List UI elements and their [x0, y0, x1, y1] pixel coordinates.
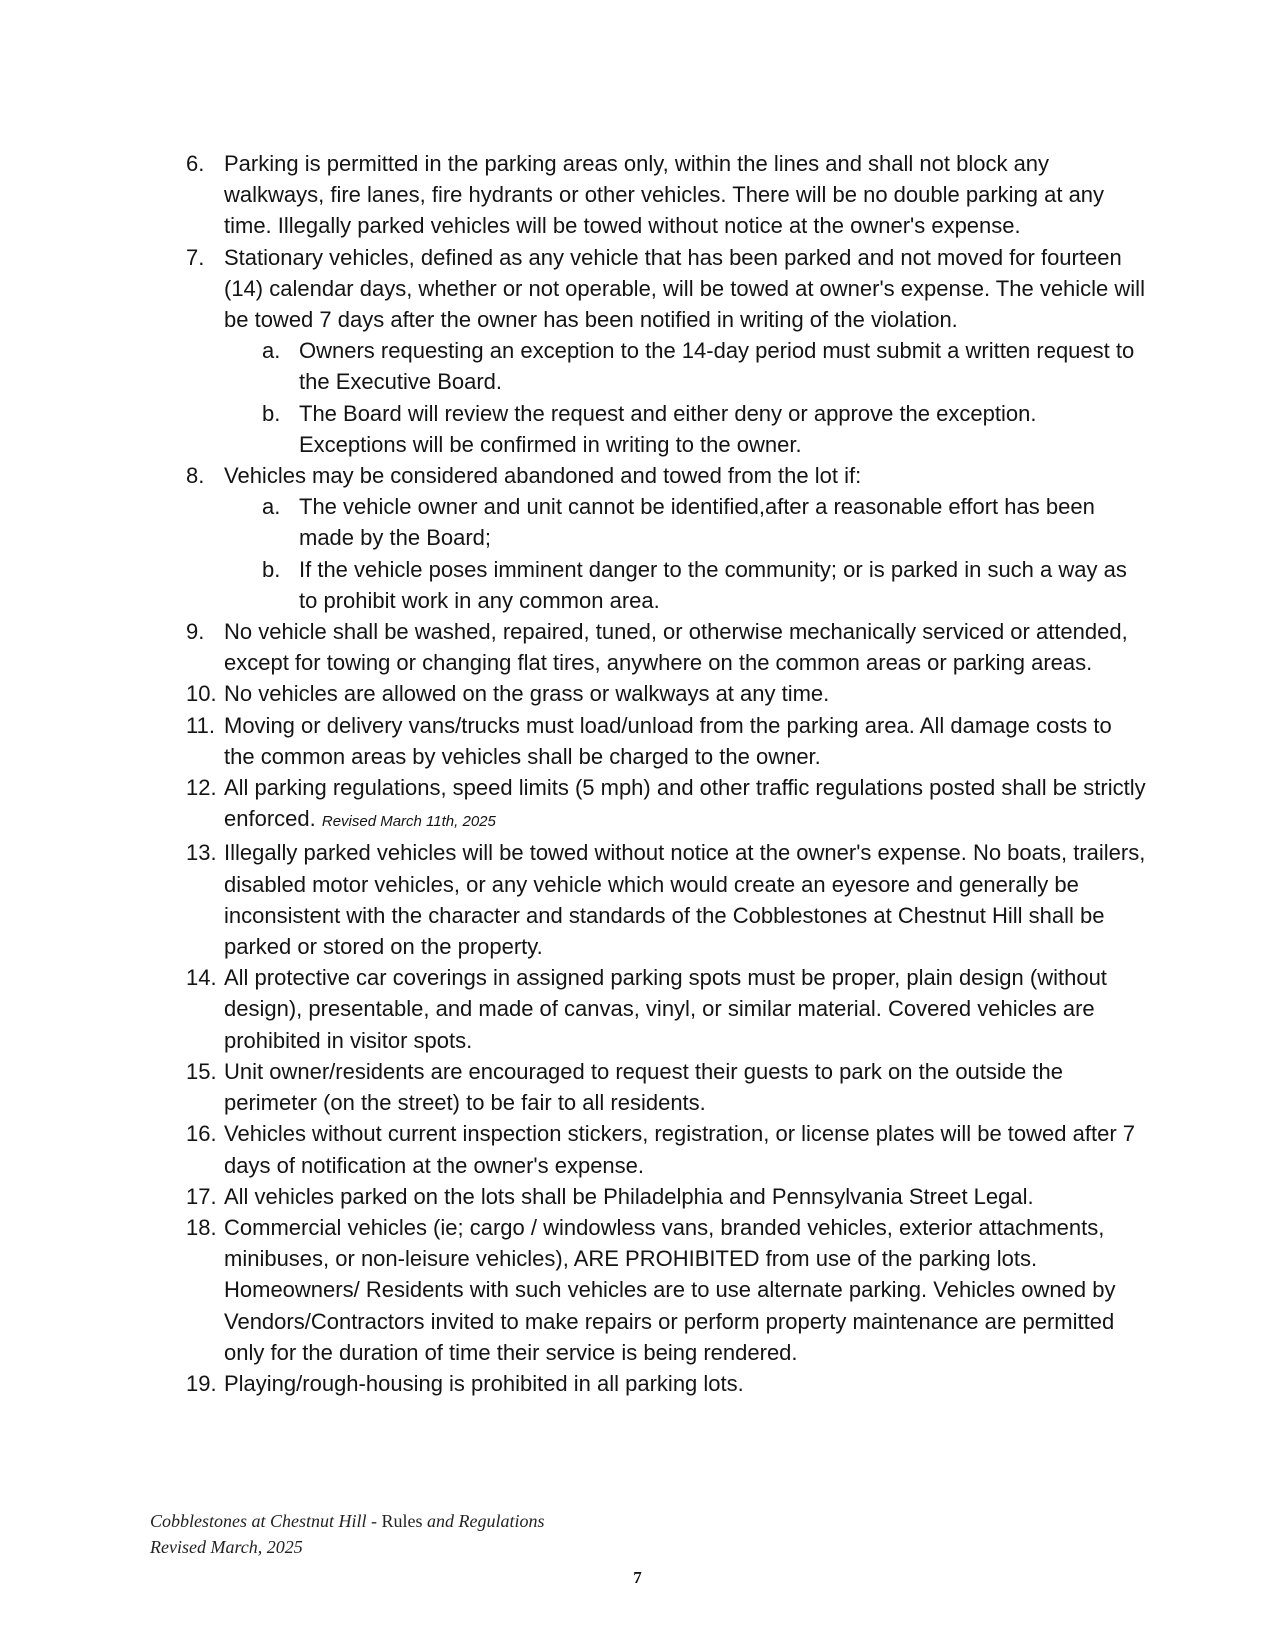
revision-note: Revised March 11th, 2025 — [321, 813, 496, 831]
rule-text-wrapper — [224, 772, 1146, 837]
rule-item — [186, 242, 1146, 336]
rule-item — [186, 678, 1146, 709]
rule-number: 9. — [186, 619, 205, 645]
footer-doc-word: Rules — [381, 1511, 423, 1531]
footer-community-name: Cobblestones at Chestnut Hill — [150, 1511, 367, 1531]
rule-text: Vehicles without current inspection stickers, registration, or license plates will be towed after 7 days of notification at the owner's expense. — [224, 1121, 1135, 1178]
sub-rule-text: The Board will review the request and either deny or approve the exception. Exceptions will be confirmed in writing to the owner. — [299, 400, 1037, 457]
sub-rule-item — [262, 335, 1146, 397]
rule-number: 12. — [186, 775, 217, 801]
rule-item — [186, 1212, 1146, 1368]
sub-rule-item — [262, 491, 1146, 553]
page-footer — [150, 1508, 545, 1560]
page-number: 7 — [633, 1568, 642, 1587]
rule-item — [186, 460, 1146, 491]
rule-item — [186, 837, 1146, 962]
rule-text: Commercial vehicles (ie; cargo / windowless vans, branded vehicles, exterior attachments, minibuses, or non-leisure vehicles), ARE PROHIBITED from use of the parking lots. Homeowners/ Residents with such vehicles are to use alternate parking. Vehicles owned by Vendors/Contractors invited to make repairs or perform property maintenance are permitted only for the duration of time their service is being rendered. — [224, 1214, 1116, 1365]
rule-number: 15. — [186, 1058, 217, 1084]
rule-number: 16. — [186, 1121, 217, 1147]
rule-number: 13. — [186, 840, 217, 866]
rule-text: All vehicles parked on the lots shall be Philadelphia and Pennsylvania Street Legal. — [224, 1183, 1034, 1209]
rule-text: Stationary vehicles, defined as any vehicle that has been parked and not moved for fourteen (14) calendar days, whether or not operable, will be towed at owner's expense. The vehicle will be towed 7 days after the owner has been notified in writing of the violation. — [224, 244, 1145, 333]
rule-text: All protective car coverings in assigned parking spots must be proper, plain design (without design), presentable, and made of canvas, vinyl, or similar material. Covered vehicles are prohibited in visitor spots. — [224, 965, 1107, 1053]
rule-item — [186, 1181, 1146, 1212]
rule-text: Playing/rough-housing is prohibited in all parking lots. — [224, 1370, 744, 1396]
rule-text: Vehicles may be considered abandoned and towed from the lot if: — [224, 463, 862, 489]
rule-text: No vehicle shall be washed, repaired, tuned, or otherwise mechanically serviced or attended, except for towing or changing flat tires, anywhere on the common areas or parking areas. — [224, 619, 1128, 676]
rule-number: 19. — [186, 1370, 217, 1396]
rule-number: 7. — [186, 244, 205, 270]
rule-text: All parking regulations, speed limits (5 mph) and other traffic regulations posted shall be strictly enforced. — [224, 775, 1146, 832]
rule-item — [186, 710, 1146, 772]
rule-item — [186, 1118, 1146, 1180]
footer-revised-text: Revised March, 2025 — [150, 1537, 303, 1557]
footer-title-line — [150, 1508, 545, 1534]
rule-item — [186, 1056, 1146, 1118]
rule-number: 18. — [186, 1214, 217, 1240]
sub-rule-item — [262, 398, 1146, 460]
sub-rule-letter: a. — [262, 338, 281, 364]
footer-doc-title: and Regulations — [422, 1511, 545, 1531]
rule-number: 11. — [186, 712, 215, 738]
sub-rule-text: Owners requesting an exception to the 14-day period must submit a written request to the Executive Board. — [299, 338, 1135, 395]
rule-text: Parking is permitted in the parking areas only, within the lines and shall not block any walkways, fire lanes, fire hydrants or other vehicles. There will be no double parking at any time. Illegally parked vehicles will be towed without notice at the owner's expense. — [224, 151, 1105, 239]
rules-list — [186, 148, 1146, 1399]
rule-text: Illegally parked vehicles will be towed without notice at the owner's expense. No boats, trailers, disabled motor vehicles, or any vehicle which would create an eyesore and generally be inconsistent with the character and standards of the Cobblestones at Chestnut Hill shall be parked or stored on the property. — [224, 840, 1146, 960]
rule-item — [186, 616, 1146, 678]
footer-separator: - — [366, 1511, 382, 1531]
sub-rule-letter: b. — [262, 400, 281, 426]
rule-item — [186, 962, 1146, 1056]
sub-rule-text: The vehicle owner and unit cannot be identified,after a reasonable effort has been made by the Board; — [299, 494, 1095, 551]
rule-number: 8. — [186, 463, 205, 489]
rule-number: 10. — [186, 681, 217, 707]
footer-revised — [150, 1534, 545, 1560]
rule-item — [186, 148, 1146, 242]
rule-item — [186, 1368, 1146, 1399]
rule-text: Moving or delivery vans/trucks must load/unload from the parking area. All damage costs to the common areas by vehicles shall be charged to the owner. — [224, 712, 1112, 769]
sub-rule-letter: b. — [262, 556, 281, 582]
rule-number: 6. — [186, 151, 205, 176]
sub-rule-item — [262, 554, 1146, 616]
rule-text: Unit owner/residents are encouraged to request their guests to park on the outside the perimeter (on the street) to be fair to all residents. — [224, 1058, 1063, 1116]
rule-number: 17. — [186, 1183, 217, 1209]
rule-number: 14. — [186, 965, 217, 991]
sub-rule-text: If the vehicle poses imminent danger to the community; or is parked in such a way as to prohibit work in any common area. — [299, 556, 1127, 613]
rule-item — [186, 772, 1146, 837]
rule-text: No vehicles are allowed on the grass or walkways at any time. — [224, 681, 830, 707]
sub-rule-letter: a. — [262, 494, 281, 520]
